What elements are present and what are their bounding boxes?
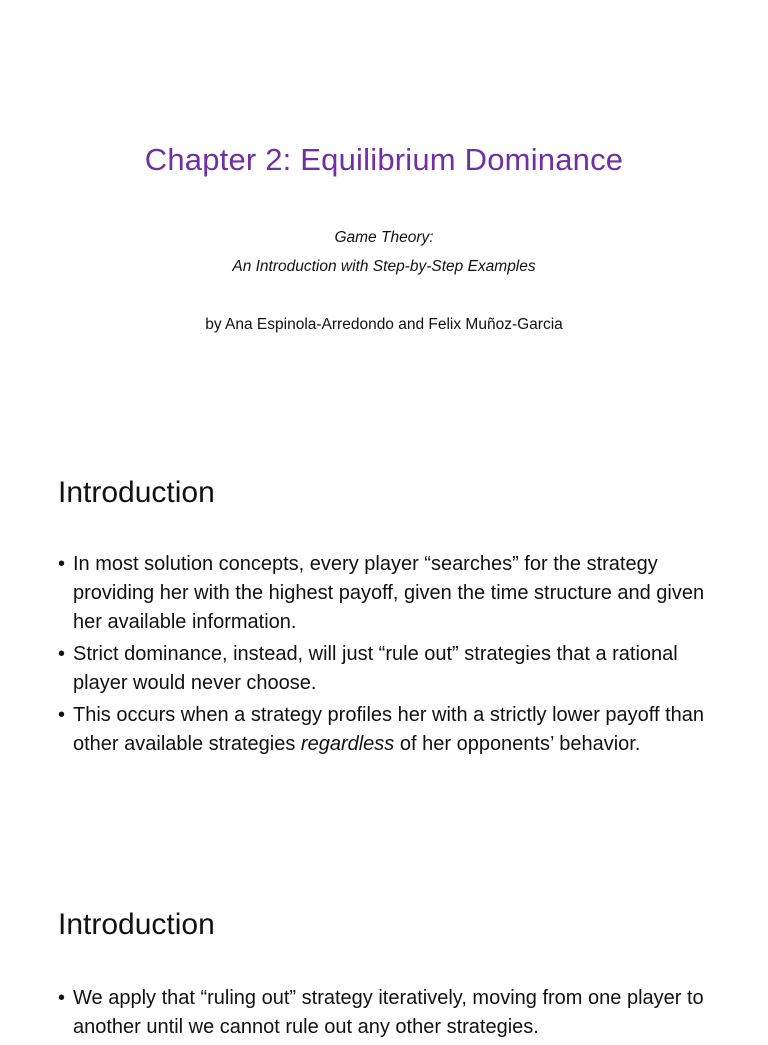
slide-heading: Introduction (58, 476, 215, 509)
bullet-dot-icon: • (58, 987, 66, 1009)
book-title: Game Theory: (334, 229, 434, 246)
bullet-dot-icon: • (58, 643, 66, 665)
bullet-item (58, 701, 718, 759)
book-subtitle: An Introduction with Step-by-Step Examples (232, 258, 536, 275)
bullet-text: In most solution concepts, every player “searches” for the strategy providing her with the highest payoff, given the time structure and given her available information. (73, 553, 705, 633)
bullet-item (58, 984, 718, 1042)
bullet-dot-icon: • (58, 553, 66, 575)
chapter-title: Chapter 2: Equilibrium Dominance (144, 142, 624, 177)
authors-line: by Ana Espinola-Arredondo and Felix Muñoz-Garcia (205, 316, 563, 333)
bullet-list (58, 984, 718, 1045)
bullet-item (58, 550, 718, 637)
bullet-text-part: of her opponents’ behavior. (394, 733, 641, 755)
introduction-slide-2 (0, 864, 768, 1038)
bullet-item (58, 640, 718, 698)
bullet-dot-icon: • (58, 704, 66, 726)
bullet-text-part: This occurs when a strategy profiles her with a strictly lower payoff than other available strategies (73, 704, 705, 755)
bullet-text: We apply that “ruling out” strategy iteratively, moving from one player to another until we cannot rule out any other strategies. (73, 987, 704, 1038)
bullet-list (58, 550, 718, 762)
title-slide (0, 0, 768, 420)
emphasis-text: regardless (300, 733, 395, 755)
bullet-text: Strict dominance, instead, will just “rule out” strategies that a rational player would never choose. (73, 643, 678, 694)
slide-heading: Introduction (58, 908, 215, 941)
introduction-slide-1 (0, 432, 768, 852)
